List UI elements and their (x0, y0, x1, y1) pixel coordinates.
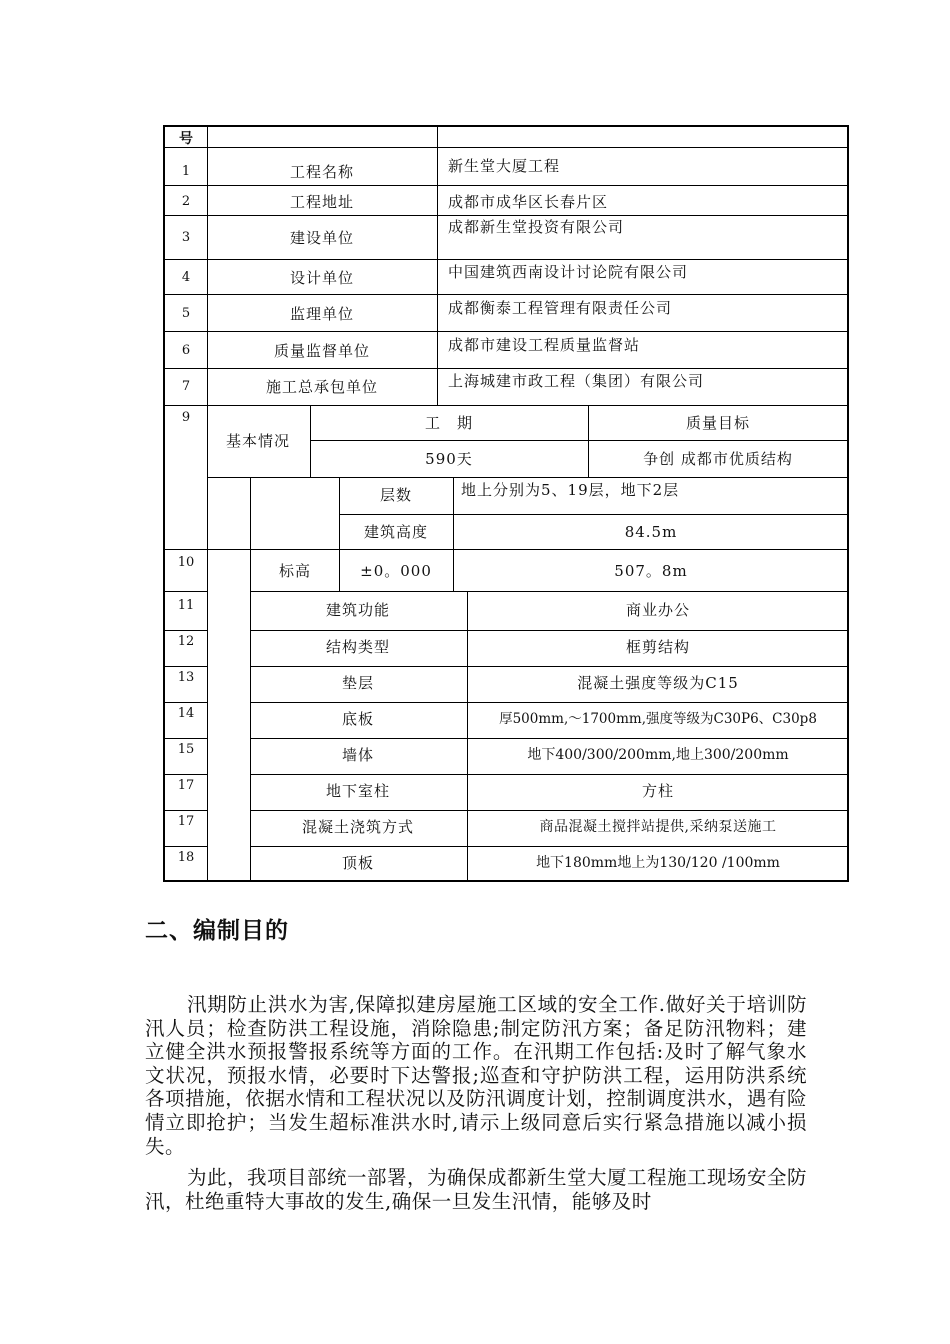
body-paragraph: 汛期防止洪水为害,保障拟建房屋施工区域的安全工作.做好关于培训防汛人员；检查防洪工程设施，消除隐患;制定防汛方案；备足防汛物料；建立健全洪水预报警报系统等方面的工作。在汛期工作包括:及时了解气象水文状况，预报水情，必要时下达警报;巡查和守护防洪工程，运用防洪系统各项措施，依据水情和工程状况以及防汛调度计划，控制调度洪水，遇有险情立即抢护；当发生超标准洪水时,请示上级同意后实行紧急措施以减小损失。 (145, 993, 807, 1158)
row-divider (165, 630, 207, 631)
row-divider (165, 846, 207, 847)
elevation-sub: ±0。000 (360, 562, 432, 580)
body-paragraph: 为此，我项目部统一部署，为确保成都新生堂大厦工程施工现场安全防汛，杜绝重特大事故的发生,确保一旦发生汛情，能够及时 (145, 1166, 808, 1213)
row-divider (250, 738, 849, 739)
row-divider (165, 774, 207, 775)
row-value: 框剪结构 (625, 638, 691, 656)
row-divider (165, 738, 207, 739)
row-number: 2 (181, 194, 191, 209)
row-divider (165, 294, 849, 295)
row-label: 顶板 (341, 854, 375, 872)
row-label: 地下室柱 (325, 782, 391, 800)
header-number: 号 (179, 131, 193, 147)
row-value: 新生堂大厦工程 (448, 157, 561, 175)
row-divider (250, 846, 849, 847)
row-divider (250, 630, 849, 631)
col-divider (588, 405, 589, 477)
col-divider (310, 405, 311, 477)
row-number: 18 (177, 850, 195, 865)
row-divider (339, 514, 849, 515)
row-value: 商品混凝土搅拌站提供,采纳泵送施工 (539, 819, 777, 835)
row-label: 结构类型 (325, 638, 391, 656)
row-number: 10 (177, 555, 195, 570)
row-number: 11 (177, 598, 195, 613)
row-value: 中国建筑西南设计讨论院有限公司 (448, 263, 689, 281)
row-divider (250, 810, 849, 811)
height-value: 84.5m (624, 523, 678, 541)
floors-label: 层数 (379, 486, 413, 504)
quality-value: 争创 成都市优质结构 (643, 450, 793, 468)
row-label: 工程名称 (289, 163, 355, 181)
row-number: 13 (177, 670, 195, 685)
row-number: 5 (181, 306, 191, 321)
period-header: 工 期 (424, 414, 474, 432)
row-number: 17 (177, 778, 195, 793)
col-divider (250, 477, 251, 880)
row-divider (165, 368, 849, 369)
elevation-value: 507。8m (614, 562, 688, 580)
height-label: 建筑高度 (363, 523, 429, 541)
row-value: 地下180mm地上为130/120 /100mm (536, 855, 780, 871)
basic-info-label: 基本情况 (225, 432, 291, 450)
row-label: 墙体 (341, 746, 375, 764)
row-label: 质量监督单位 (273, 342, 371, 360)
row-value: 方柱 (641, 782, 675, 800)
floors-value: 地上分别为5、19层，地下2层 (461, 481, 680, 499)
project-info-table (163, 125, 849, 882)
row-value: 成都市成华区长春片区 (448, 193, 609, 211)
col-divider (207, 127, 208, 880)
col-divider (467, 591, 468, 880)
row-divider (250, 666, 849, 667)
row-number: 12 (177, 634, 195, 649)
row-value: 成都衡泰工程管理有限责任公司 (448, 299, 673, 317)
row-value: 成都市建设工程质量监督站 (448, 336, 641, 354)
row-divider (250, 591, 849, 592)
row-label: 建设单位 (289, 229, 355, 247)
row-divider (165, 259, 849, 260)
row-number: 4 (181, 270, 191, 285)
row-value: 厚500mm,～1700mm,强度等级为C30P6、C30p8 (499, 711, 817, 727)
section-heading: 二、编制目的 (145, 918, 289, 944)
row-number: 1 (181, 164, 191, 179)
row-label: 建筑功能 (325, 601, 391, 619)
row-label: 工程地址 (289, 193, 355, 211)
row-label: 垫层 (341, 674, 375, 692)
row-divider (165, 702, 207, 703)
row-number: 17 (177, 814, 195, 829)
row-label: 底板 (341, 710, 375, 728)
row-divider (310, 440, 849, 441)
row-divider (165, 147, 849, 148)
row-number: 9 (181, 410, 191, 425)
col-divider (437, 127, 438, 405)
row-divider (165, 215, 849, 216)
row-divider (165, 331, 849, 332)
quality-header: 质量目标 (685, 414, 751, 432)
period-value: 590天 (425, 450, 473, 468)
row-divider (165, 591, 207, 592)
row-label: 混凝土浇筑方式 (301, 818, 415, 836)
row-value: 混凝土强度等级为C15 (577, 674, 739, 692)
row-label: 监理单位 (289, 305, 355, 323)
row-divider (165, 185, 849, 186)
row-divider (207, 477, 849, 478)
row-divider (165, 810, 207, 811)
row-divider (165, 405, 849, 406)
row-divider (250, 774, 849, 775)
row-value: 上海城建市政工程（集团）有限公司 (448, 372, 705, 390)
row-number: 14 (177, 706, 195, 721)
elevation-label: 标高 (278, 562, 312, 580)
row-number: 15 (177, 742, 195, 757)
row-value: 成都新生堂投资有限公司 (448, 218, 625, 236)
row-divider (165, 666, 207, 667)
row-number: 7 (181, 379, 191, 394)
row-number: 6 (181, 343, 191, 358)
row-label: 施工总承包单位 (265, 378, 379, 396)
col-divider (453, 477, 454, 591)
row-value: 商业办公 (625, 601, 691, 619)
row-number: 3 (181, 230, 191, 245)
row-divider (165, 549, 207, 550)
row-divider (250, 702, 849, 703)
row-label: 设计单位 (289, 269, 355, 287)
row-divider (165, 549, 849, 550)
row-value: 地下400/300/200mm,地上300/200mm (527, 747, 789, 763)
col-divider (339, 477, 340, 591)
